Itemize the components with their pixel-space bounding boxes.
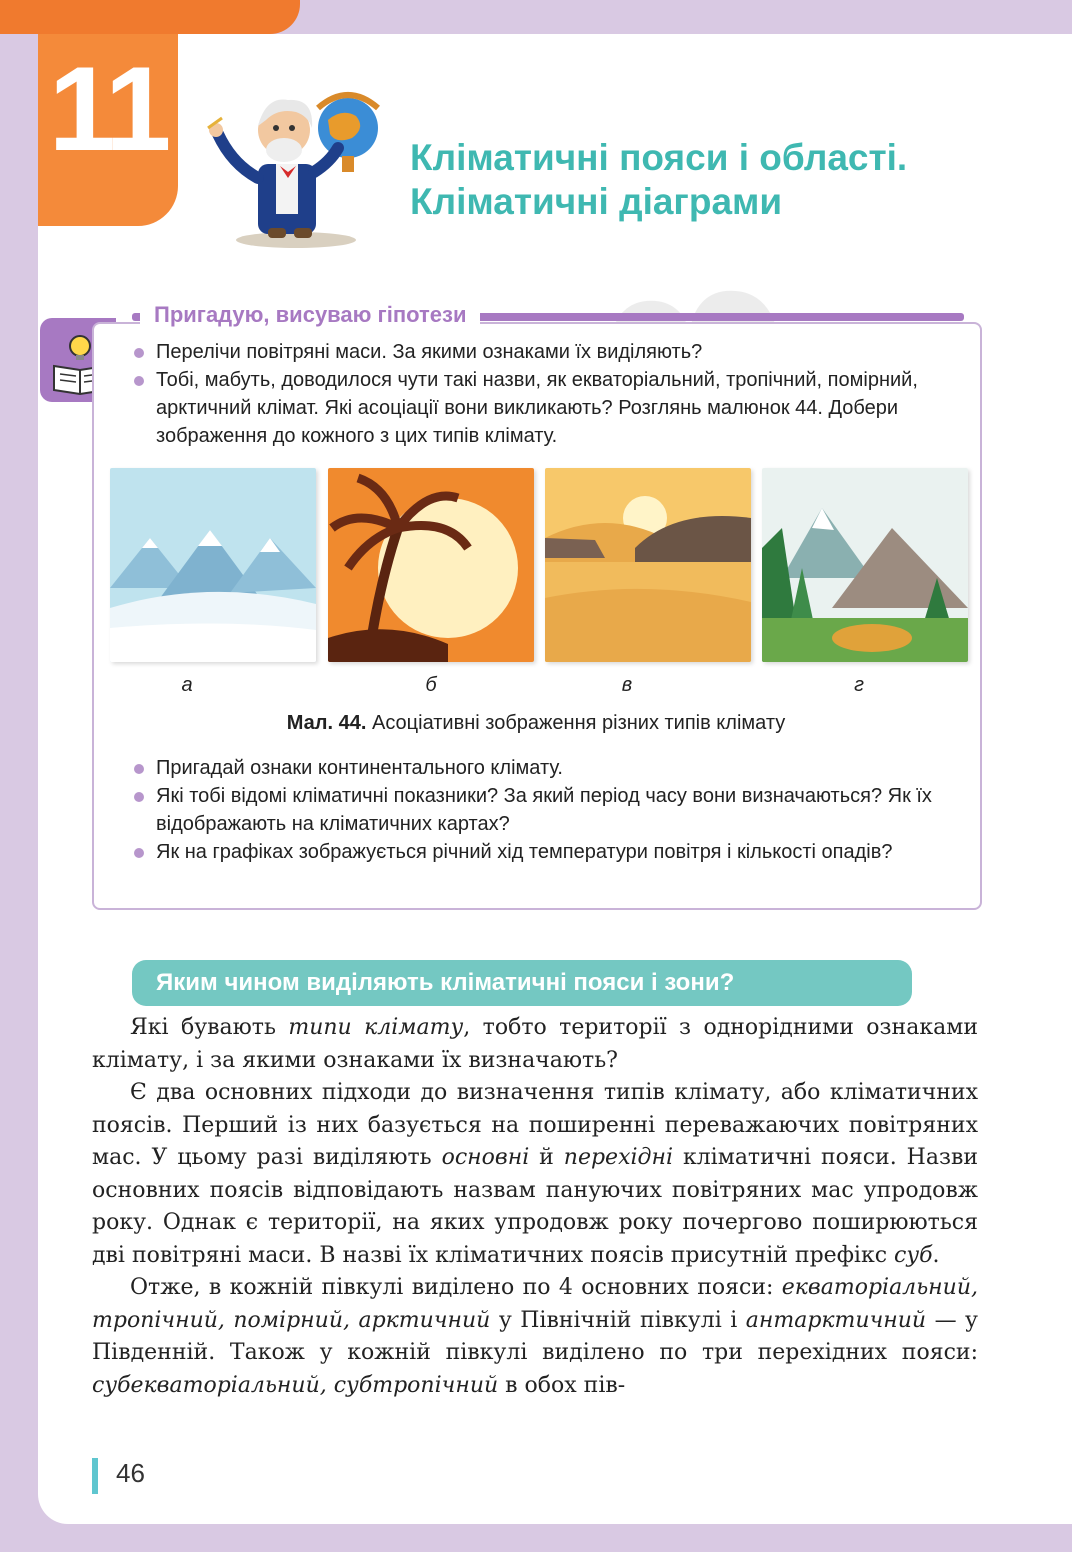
paragraph-3: Отже, в кожній півкулі виділено по 4 основних пояси: екваторіальний, тропічний, помірний, арктичний у Північній півкулі і антарктичний — у Південній. Також у кожній півкулі виділено по три перехідних пояси: субекваторіальний, субтропічний в обох пів-: [92, 1275, 978, 1398]
paragraph-1: Які бувають типи клімату, тобто території з однорідними ознаками клімату, і за якими ознаками їх визначають?: [92, 1015, 978, 1073]
recall-bullets-top: [132, 338, 972, 450]
scientist-illustration: [196, 68, 396, 250]
page-number: 46: [116, 1458, 145, 1488]
chapter-tab: [0, 0, 300, 34]
picture-label-a: а: [181, 674, 193, 696]
caption-number: Мал. 44.: [286, 712, 367, 734]
list-item: Пригадай ознаки континентального клімату.: [132, 754, 972, 782]
caption-text: Асоціативні зображення різних типів клімату: [366, 712, 786, 734]
section-heading: Яким чином виділяють кліматичні пояси і зони?: [132, 960, 912, 1006]
list-item: Перелічи повітряні маси. За якими ознаками їх виділяють?: [132, 338, 972, 366]
page-number-bar: [92, 1458, 98, 1494]
picture-snowy-mountains: [110, 468, 316, 662]
picture-desert: [545, 468, 751, 662]
picture-palm-sunset: [328, 468, 534, 662]
list-item: Тобі, мабуть, доводилося чути такі назви, як екваторіальний, тропічний, помірний, арктичний клімат. Які асоціації вони викликають? Розглянь малюнок 44. Добери зображення до кожного з цих типів клімату.: [132, 366, 972, 450]
picture-forest-mountains: [762, 468, 968, 662]
title-line-2: Кліматичні діаграми: [410, 181, 783, 222]
chapter-number: 11: [48, 42, 168, 176]
picture-label-v: в: [621, 674, 633, 696]
picture-label-b: б: [425, 674, 437, 696]
page-title: [410, 136, 907, 224]
recall-bullets-bottom: [132, 754, 972, 866]
list-item: Які тобі відомі кліматичні показники? За який період часу вони визначаються? Як їх відображають на кліматичних картах?: [132, 782, 972, 838]
title-line-1: Кліматичні пояси і області.: [410, 137, 908, 178]
figure-caption: [0, 712, 1072, 735]
recall-header: Пригадую, висуваю гіпотези: [140, 302, 480, 328]
body-text: [92, 1012, 978, 1402]
paragraph-2: Є два основних підходи до визначення типів клімату, або кліматичних поясів. Перший із них базується на поширенні переважаючих повітряних мас. У цьому разі виділяють основні й перехідні кліматичні пояси. Назви основних поясів відповідають назвам пануючих повітряних мас упродовж року. Однак є території, на яких упродовж року почергово поширюються дві повітряні маси. В назві їх кліматичних поясів присутній префікс суб.: [92, 1080, 978, 1268]
list-item: Як на графіках зображується річний хід температури повітря і кількості опадів?: [132, 838, 972, 866]
picture-label-g: г: [854, 674, 864, 696]
